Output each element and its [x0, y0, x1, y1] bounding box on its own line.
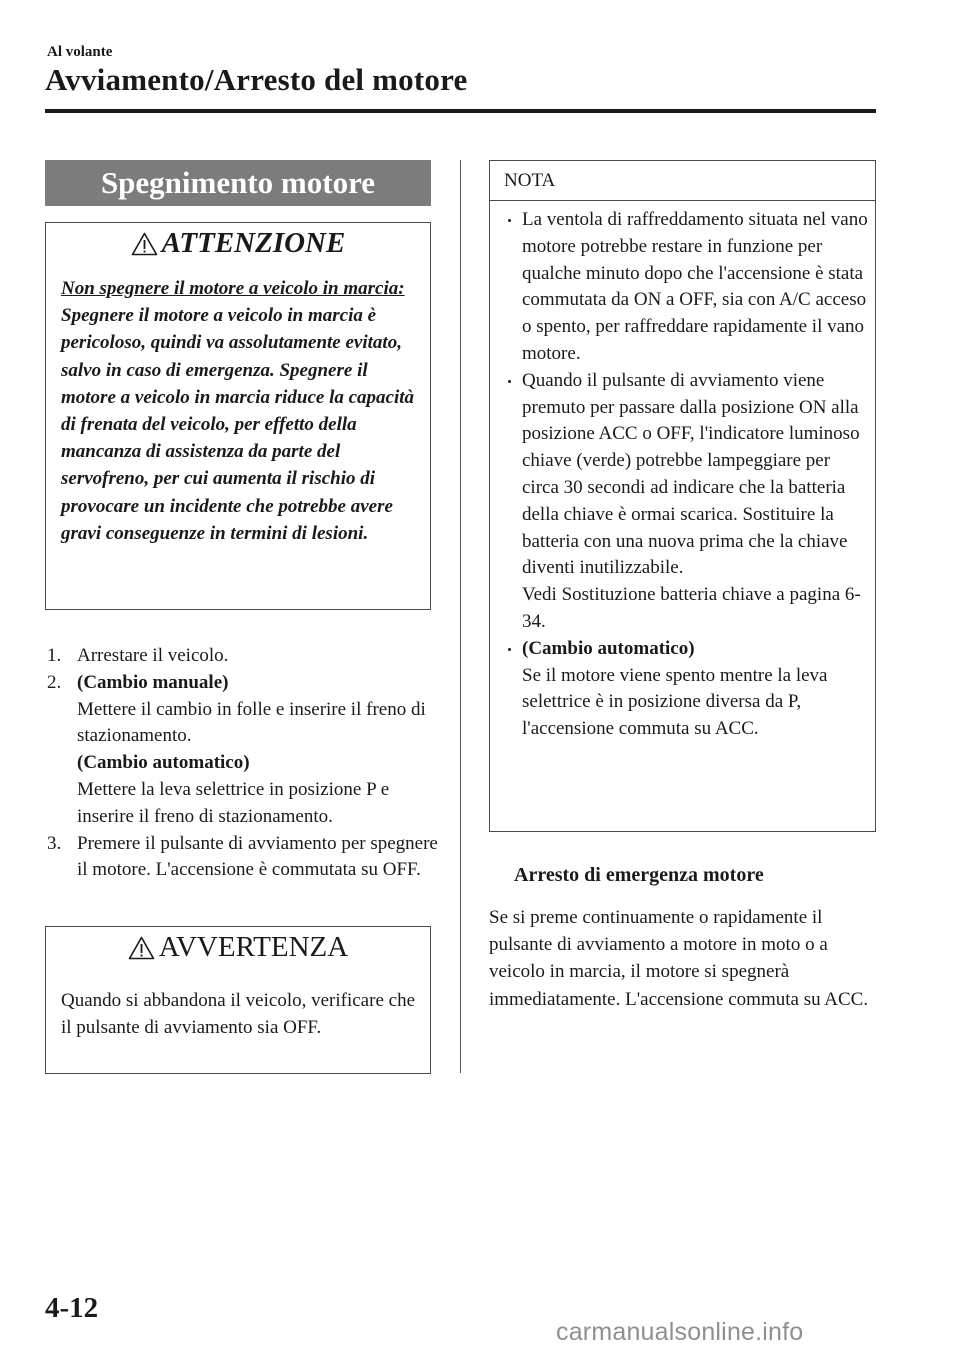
step-text: Premere il pulsante di avviamento per spegnere il motore. L'accensione è commutata su OFF.: [77, 832, 438, 881]
nota-heading: NOTA: [490, 161, 875, 201]
procedure-steps: [47, 643, 442, 884]
avvertenza-heading: [46, 931, 430, 964]
attenzione-text: Spegnere il motore a veicolo in marcia è pericoloso, quindi va assolutamente evitato, salvo in caso di emergenza. Spegnere il motore a veicolo in marcia riduce la capacità di frenata del veicolo, per effetto della mancanza di assistenza da parte del servofreno, per cui aumenta il rischio di provocare un incidente che potrebbe avere gravi conseguenze in termini di lesioni.: [61, 305, 415, 544]
nota-item-ref: Vedi Sostituzione batteria chiave a pagina 6-34.: [522, 584, 861, 632]
nota-item: [504, 207, 869, 368]
avvertenza-body: Quando si abbandona il veicolo, verificare che il pulsante di avviamento sia OFF.: [61, 990, 415, 1039]
section-banner: Spegnimento motore: [45, 160, 431, 206]
emergency-text: Se si preme continuamente o rapidamente il pulsante di avviamento a motore in moto o a veicolo in marcia, il motore si spegnerà immediatamente. L'accensione commuta su ACC.: [489, 907, 869, 1010]
step-item: [47, 670, 442, 831]
step-item: [47, 643, 442, 670]
bullet-dot: [508, 219, 511, 222]
page-title: Avviamento/Arresto del motore: [45, 62, 468, 97]
warning-triangle-icon: [128, 936, 155, 960]
header-rule: [45, 109, 876, 113]
attenzione-heading: [46, 227, 430, 260]
step-auto-label: (Cambio automatico): [77, 752, 250, 774]
step-number: 1.: [47, 645, 62, 666]
nota-item-text: Quando il pulsante di avviamento viene premuto per passare dalla posizione ON alla posizione ACC o OFF, l'indicatore luminoso chiave (verde) potrebbe lampeggiare per circa 30 secondi ad indicare che la batteria della chiave è ormai scarica. Sostituire la batteria con una nuova prima che la chiave diventi inutilizzabile.: [522, 369, 860, 579]
nota-box: [489, 160, 876, 832]
attenzione-subtitle: Non spegnere il motore a veicolo in marcia:: [61, 278, 405, 299]
nota-item: [504, 368, 869, 636]
step-number: 3.: [47, 832, 62, 854]
column-divider: [460, 160, 461, 1073]
chapter-label: Al volante: [47, 44, 113, 60]
step-item: [47, 831, 442, 885]
attenzione-body: [61, 275, 421, 547]
step-auto-text: Mettere la leva selettrice in posizione P e inserire il freno di stazionamento.: [77, 778, 390, 827]
nota-item-text: Se il motore viene spento mentre la leva selettrice è in posizione diversa da P, l'accensione commuta su ACC.: [522, 664, 828, 740]
avvertenza-heading-text: AVVERTENZA: [158, 931, 349, 963]
page-number: 4-12: [45, 1292, 99, 1324]
nota-list: [504, 207, 869, 743]
attenzione-heading-text: ATTENZIONE: [161, 227, 346, 259]
bullet-dot: [508, 380, 511, 383]
watermark: carmanualsonline.info: [556, 1318, 804, 1346]
avvertenza-box: [45, 926, 431, 1074]
nota-item: [504, 636, 869, 743]
warning-triangle-icon: [131, 232, 158, 256]
step-number: 2.: [47, 671, 62, 693]
step-manual-label: (Cambio manuale): [77, 671, 229, 693]
step-text: Arrestare il veicolo.: [77, 645, 229, 666]
attenzione-box: [45, 222, 431, 610]
bullet-dot: [508, 648, 511, 651]
step-manual-text: Mettere il cambio in folle e inserire il freno di stazionamento.: [77, 698, 426, 747]
nota-item-label: (Cambio automatico): [522, 637, 695, 659]
nota-item-text: La ventola di raffreddamento situata nel vano motore potrebbe restare in funzione per qualche minuto dopo che l'accensione è stata commutata da ON a OFF, sia con A/C acceso o spento, per raffreddare rapidamente il vano motore.: [522, 209, 868, 364]
emergency-heading: Arresto di emergenza motore: [514, 864, 764, 886]
